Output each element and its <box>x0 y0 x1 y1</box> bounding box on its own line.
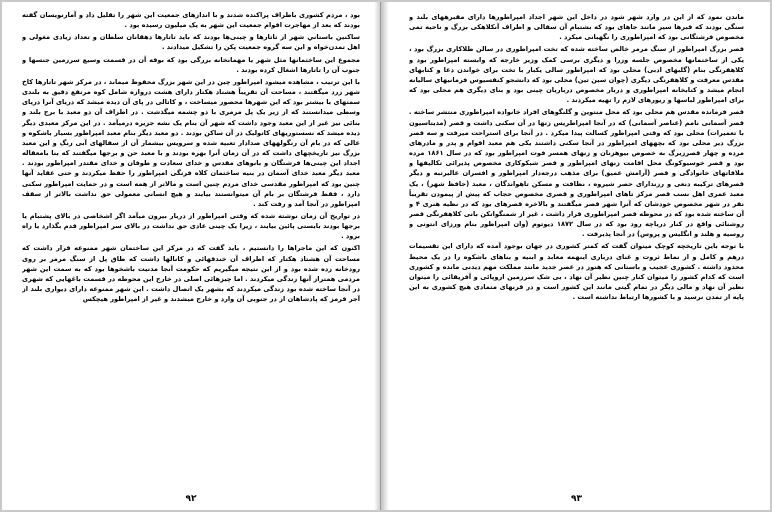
gutter-shadow <box>383 2 389 510</box>
gutter-shadow <box>374 2 380 510</box>
page-text-left <box>22 10 360 488</box>
paragraph: با این ترتیب ، مشاهده میشود امپراطور چین در این شهر بزرگ محفوظ میماند ، در مرکز شهر تاتارها کاخ شهر زرد میگفتند ، مساحت آن تقریباً هشتاد هکتار دارای هشت دروازه شامل کوه مرتفع دقیق به بلندی سمتهای با بیشتر بود که این شهرها محصور میساخت ، و کاتالی در پای آن دیده میشد که دریای آنرا دریای وسطی میدانستند که از زیر یک پل مرمری با دو چشمه میگذشت . در اطراف آن دو معبد با برج بلند و بنائی نیز غیر از این معبد وجود داشت که شهر آن بنام یک نشه جزیره درمیآمد . در این مرکز معبدی دیگر دیده میشد که نسستوریهای کاتولیک در آن ساکن بودند . دو معبد دیگر بنام معبد امپراطور بسیار باشکوه و عالی که در بام آن رنگولههای صدادار تعبیه شده و سرویس بیشمار آن از سفالهای آبی رنگ و این معبد بزرگ نیز تاریخچهای داشت که در آن زمان آنرا بهره بودند و با معبد حن و برجها میگفتند که بنا بامعقاله اجداد این چینی‌ها فرشتگان و بانوهای مقدس و خدای سعادت و طوفان و خدای مقتدر امپراطور بودند . معبد دیگر معبد خدای آسمان در بنیه ساختمان کلاه فرنگی امپراطور را حفظ میکردند و حتی عقاید آنها چنین بود که امپراطور مقدسی خدای مردم چنین است و مالاتر از همه است و در حمایت امپراطور سکنی دارد ، فقط فرشتگان بر بام آن میتوانستند بیایند و هیچ انسانی معمولی حق نداشت بالاتر از سقف امپراطور در آنجا آمد و رفت کند . <box>22 77 360 208</box>
page-number: ۹۲ <box>185 494 197 504</box>
paragraph: بود ، مردم کشوری باطراف پراکنده شدند و با اندازهای جمعیت این شهر را تقلیل داد و آمارنویسان گفته بودند که بعد از مهاجرت اقوام جمعیت این شهر به یک میلیون رسیده بود . <box>22 11 360 30</box>
paragraph: قصر فرمانده مقدس هم محلی بود که محل منتوین و گلنگوهای افراد خانواده امپراطوری منتشر ساخته . قصر آسمانی نامم (عناصر آسمانی) که در آنجا امپراطریس زنها در آن سکنی داشت و قصر (مدیتاسیون با تعمیرات) محلی بود که وقتی امپراطور کسالت پیدا میکرد . در آنجا برای استراحت میرفت و سه قصر بزرگ دیر محلی بود که بچههای امپراطور در آنجا سکنی داشتند یکی هم معبد اقوام و پدر و مادرهای مرده و چهار قصرزیرگ به خصوص بیوهزنان و زنهای همسر فوت امپراطور بود که در سال ۱۸۶۱ مرده بود و قصر خوسیوکونگ محل اقامت زنهای امپراطور و قصر شیکوکاری مخصوص پذیرائی تکالیفها و ملاقاتهای خانوادگی و قصر (آرامش عمیق) برای مذهب درجه‌دار امپراطور و افسران عالیرتبه و دیگر قصرهای ترکیبه دنعی و رزندارای حصر شیروه ، نظافت و مسکن تاهواندگان ، معبد (حافظ شهر) ، یک معبد عمری اهل نسب قصر مرکز تاهای امپراطوری و قصری مخصوص حجاب که پیش از پیمودن تقریباً نفر در شهر مخصوص خودشان که آنرا شهر قصر میگفتند و بالاخره قصرهای بود که در نظیه هنری ۴ و آن ساخته شده بود که در محوطه قصر امپراطوری قرار داشت ، غیر از شمنگواتکن بانی کلاهفرنگی قصر روشنائی واقع در کنار دریاچه رود بود که در سال ۱۸۷۲ دیوتوم (وان امپراطور بنام ورزای انتونی و روسیه و هلند و انگلیس و پروس) در آنجا پذیرفت . <box>409 108 744 239</box>
book-page-right <box>383 2 770 510</box>
paragraph: قصر بزرگ امپراطور از سنگ مرمر خالص ساخته شده که تخت امپراطوری در سالن طلاکاری بزرگ بود ، یکی از ساختمانها مخصوص جلسه وزرا و دیگری برسی کمک وزیر خارجه که وابسته امپراطور بود و کلاهفرنگی بنام (گلبهای ادبی) محلی بود که امپراطور سالی یکبار با تخت برای خواندن دعا و کتابهای مقدس معرفت و کلاهفرنگی دیگری (چوان سین تین) محلی بود که دانشجو کنفسیوس فرمانیهای سالیانه انجام میشد و کتابخانه امپراطوری و دربار مخصوص درباریان چینی بود و بنای دیگری هم محلی بود که برای امپراطور لباسها و ریورهای لازم را تهیه میکردند . <box>409 45 744 105</box>
paragraph: اکنون که این ماجراها را دانستیم ، باید گفت که در مرکز این ساختمان شهر ممنوعه قرار داشت که مساحت آن هشتاد هکتار که اطراف آن خندقهائی و کانالها داشت که طاق پل از سنگ مرمر بر روی رودخانه زده شده بود و از این نتیجه میگیریم که حکومت آنجا مدنیت باشخوها بود که به سمت این شهر مردمی همتراز آنها زندگی میکردند . اما چیزهائی اصلی در خارج این محوطه در قسمت باغهایی که شهری در آنجا ساخته شده بود زندگی میکردند که بشهر یک اتصال داشت . این شهر ممنوعه دارای دیواری بلند از آجر قرمز که پادشاهان از در جنوبی آن وارد و خارج میشدند و غیر از امپراطور هیچکس <box>22 244 360 304</box>
page-text-right <box>409 12 744 488</box>
paragraph: در تواریخ آن زمان نوشته شده که وقتی امپراطور از دربار بیرون میآمد اگر اشخاصی در بالای پشتبام یا برجها بودند بایستی پائین بیایند ، زیرا یک چینی عادی حق نداشت در بالای سر امپراطور قدم بگذارد یا راه برود . <box>22 211 360 241</box>
page-number: ۹۳ <box>571 494 582 504</box>
book-page-left <box>2 2 381 510</box>
paragraph: ساکنین باستانیِ شهر از تاتارها و چینی‌ها بودند که باید تاتارها دهقانان سلطان و تعداد زیادی مغولی و اهل تمدن‌خواه و این سه گروه جمعیت پکن را تشکیل میدادند . <box>22 33 360 52</box>
paragraph: مجموع این ساختمانها مثل شهر یا مهمانخانه بزرگی بود که بوقه آن در قسمت وسیع سرزمین جنسها و جنوب آن را تاتارها اشغال کرده بودند . <box>22 55 360 74</box>
paragraph: با توجه باین تاریخچه کوچک میتوان گفت که کمتر کشوری در جهان بوجود آمده که دارای این تقسیمات درهم و کامل و از نماط ثروت و غنای درباری اینهمه معابد و ابنیه و بناهای باشکوه را در یک محیط محدود داشته . کشوری عجیب و باستانی که هنوز در عصر جدید مانند مملکت مهم دیدنی مانده و کشوری است که کدام کشور را میتوان کنار چنین نظیر آن نهاد ، بی شک سرزمین اروپائی و آفریقائی را میتوان نظیر آن نهاد و مالی دیگر در تمام گیتی مانند این کشور است و در قرنهای متمادی هیچ کشوری به این پایه از تمدن نرسید و با کشورها ارتباط نداشته است . <box>409 242 744 302</box>
paragraph: ماندن نمود که از این در وارد شهر شود در داخل این شهر اجداد امپراطورها دارای مقبرههای بلند و سنگی بودند که قبرها سیر مانند جاهای بود که بشتبام آن سفالی و اطراف آنکلاهکی بزرگ و ناحیه تمی مخصوص فرشتگانی بود که امپراطوری را نگهبانی میکرد . <box>409 13 744 42</box>
